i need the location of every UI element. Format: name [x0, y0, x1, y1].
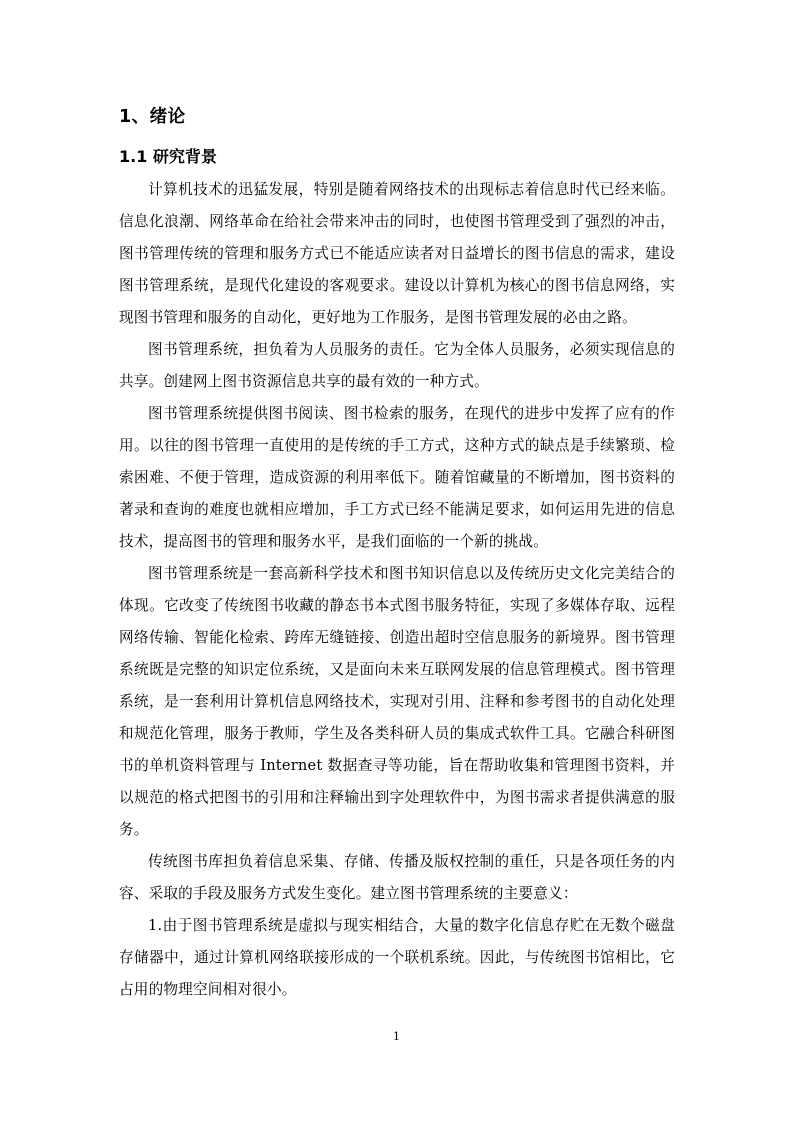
paragraph-3: 图书管理系统提供图书阅读、图书检索的服务，在现代的进步中发挥了应有的作用。以往的图书管理一直使用的是传统的手工方式，这种方式的缺点是手续繁琐、检索困难、不便于管理，造成资源的利用率低下。随着馆藏量的不断增加，图书资料的著录和查询的难度也就相应增加，手工方式已经不能满足要求，如何运用先进的信息技术，提高图书的管理和服务水平，是我们面临的一个新的挑战。 — [119, 405, 675, 550]
paragraph-5: 传统图书库担负着信息采集、存储、传播及版权控制的重任，只是各项任务的内容、采取的手段及服务方式发生变化。建立图书管理系统的主要意义： — [119, 853, 675, 902]
paragraph-4: 图书管理系统是一套高新科学技术和图书知识信息以及传统历史文化完美结合的体现。它改变了传统图书收藏的静态书本式图书服务特征，实现了多媒体存取、远程网络传输、智能化检索、跨库无缝链接、创造出超时空信息服务的新境界。图书管理系统既是完整的知识定位系统，又是面向未来互联网发展的信息管理模式。图书管理系统，是一套利用计算机信息网络技术，实现对引用、注释和参考图书的自动化处理和规范化管理，服务于教师，学生及各类科研人员的集成式软件工具。它融合科研图书的单机资料管理与 Internet 数据查寻等功能，旨在帮助收集和管理图书资料，并以规范的格式把图书的引用和注释输出到字处理软件中，为图书需求者提供满意的服务。 — [119, 565, 675, 838]
paragraph-2: 图书管理系统，担负着为人员服务的责任。它为全体人员服务，必须实现信息的共享。创建网上图书资源信息共享的最有效的一种方式。 — [119, 341, 675, 390]
paragraph-1: 计算机技术的迅猛发展，特别是随着网络技术的出现标志着信息时代已经来临。信息化浪潮、网络革命在给社会带来冲击的同时，也使图书管理受到了强烈的冲击，图书管理传统的管理和服务方式已不能适应读者对日益增长的图书信息的需求，建设图书管理系统，是现代化建设的客观要求。建设以计算机为核心的图书信息网络，实现图书管理和服务的自动化，更好地为工作服务，是图书管理发展的必由之路。 — [119, 181, 675, 326]
paragraph-6: 1.由于图书管理系统是虚拟与现实相结合，大量的数字化信息存贮在无数个磁盘存储器中，通过计算机网络联接形成的一个联机系统。因此，与传统图书馆相比，它占用的物理空间相对很小。 — [119, 917, 675, 998]
chapter-title: 1、绪论 — [119, 107, 186, 127]
section-title: 1.1 研究背景 — [119, 147, 217, 166]
page-number: 1 — [393, 1030, 400, 1043]
page-content — [119, 100, 675, 1006]
